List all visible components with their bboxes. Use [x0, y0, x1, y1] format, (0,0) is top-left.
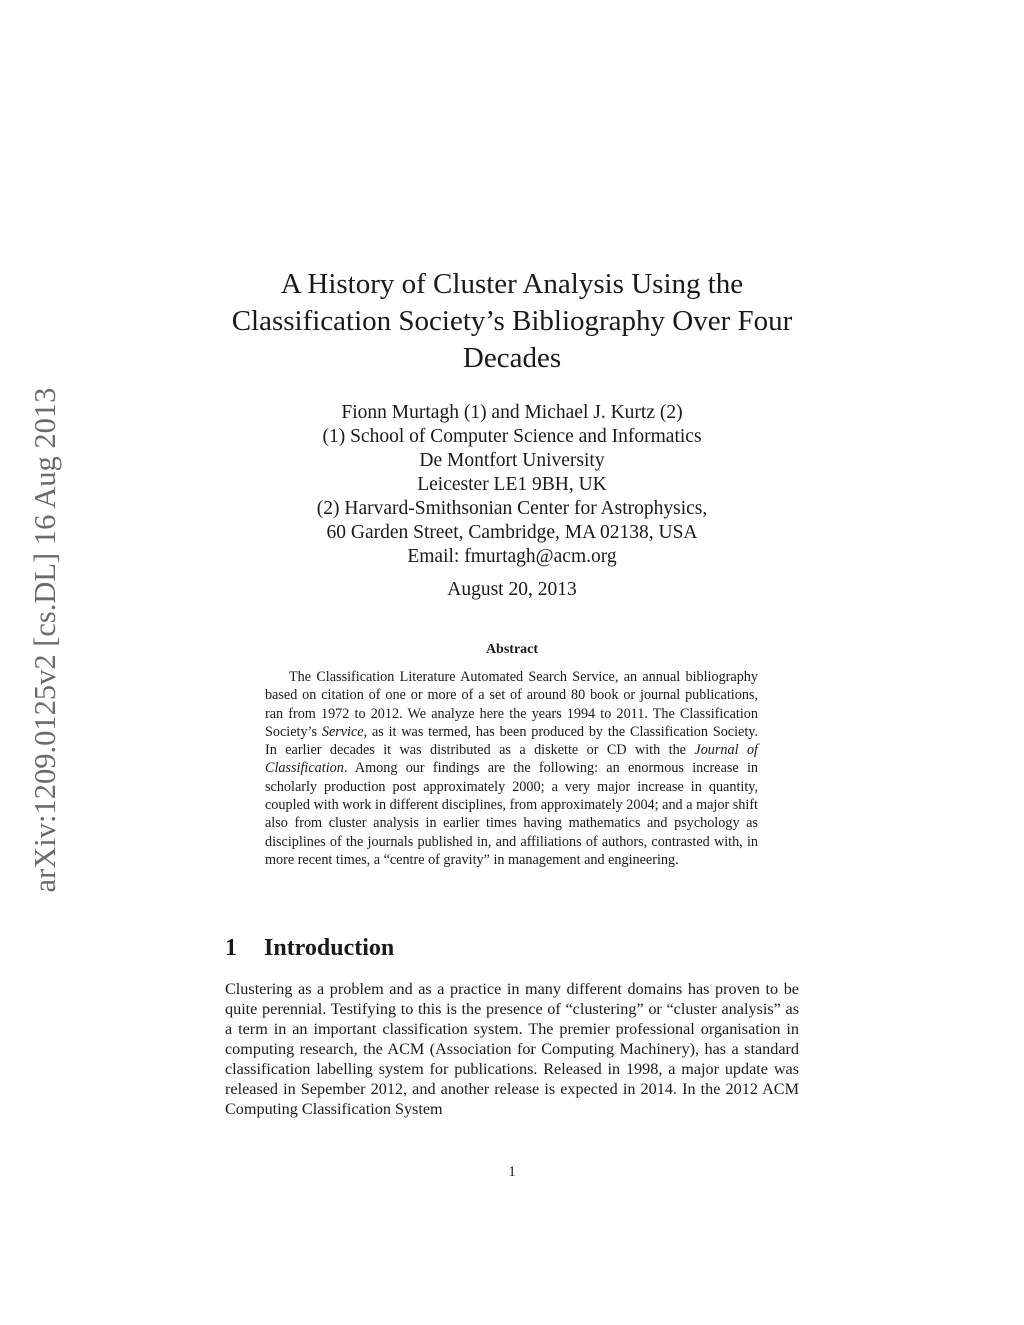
abstract-text-run: The Classification Literature Automated Search Service, an annual bibliography based on citation of one or more of a set of around 80 book or journal publications, ran from 1972 to 2012. We analyze here the years 1994 to 2011. The Classification Society’s — [265, 669, 758, 740]
paper-title — [200, 266, 824, 377]
title-line: A History of Cluster Analysis Using the — [280, 268, 744, 300]
introduction-paragraph: Clustering as a problem and as a practice in many different domains has proven to be quite perennial. Testifying to this is the presence of “clustering” or “cluster analysis” as a term in an important classification system. The premier professional organisation in computing research, the ACM (Association for Computing Machinery), has a standard classification labelling system for publications. Released in 1998, a major update was released in Sepember 2012, and another release is expected in 2014. In the 2012 ACM Computing Classification System — [225, 980, 799, 1118]
abstract-text — [265, 668, 758, 869]
page-number: 1 — [508, 1164, 516, 1180]
abstract-heading: Abstract — [485, 642, 539, 657]
author-block — [200, 401, 824, 569]
author-email: Email: fmurtagh@acm.org — [407, 546, 617, 567]
author-names: Fionn Murtagh (1) and Michael J. Kurtz (2) — [341, 402, 683, 423]
abstract-text-run: , as it was termed, has been produced by the Classification Society. In earlier decades it was distributed as a diskette or CD with the — [265, 723, 758, 759]
section-number: 1 — [225, 935, 237, 961]
arxiv-identifier-stamp: arXiv:1209.0125v2 [cs.DL] 16 Aug 2013 — [28, 387, 62, 893]
abstract-italic-term: Service — [321, 723, 364, 740]
section-heading-introduction — [225, 933, 799, 963]
affiliation-line: De Montfort University — [419, 450, 605, 471]
affiliation-line: Leicester LE1 9BH, UK — [417, 474, 607, 495]
abstract-paragraph — [265, 668, 758, 869]
abstract-italic-journal: Journal of Classification — [265, 742, 758, 777]
title-line: Classification Society’s Bibliography Over Four — [231, 305, 793, 337]
abstract-text-run: . Among our findings are the following: an enormous increase in scholarly production post approximately 2000; a very major increase in quantity, coupled with work in different disciplines, from approximately 2004; and a major shift also from cluster analysis in earlier times having mathematics and psychology as disciplines of the journals published in, and affiliations of authors, contrasted with, in more recent times, a “centre of gravity” in management and engineering. — [265, 760, 758, 868]
section-title: Introduction — [264, 935, 395, 961]
affiliation-line: (2) Harvard-Smithsonian Center for Astrophysics, — [316, 498, 708, 519]
affiliation-line: 60 Garden Street, Cambridge, MA 02138, USA — [326, 522, 698, 543]
introduction-text — [225, 979, 799, 1119]
affiliation-line: (1) School of Computer Science and Informatics — [322, 426, 702, 447]
title-line: Decades — [462, 342, 562, 374]
paper-date: August 20, 2013 — [447, 579, 577, 600]
